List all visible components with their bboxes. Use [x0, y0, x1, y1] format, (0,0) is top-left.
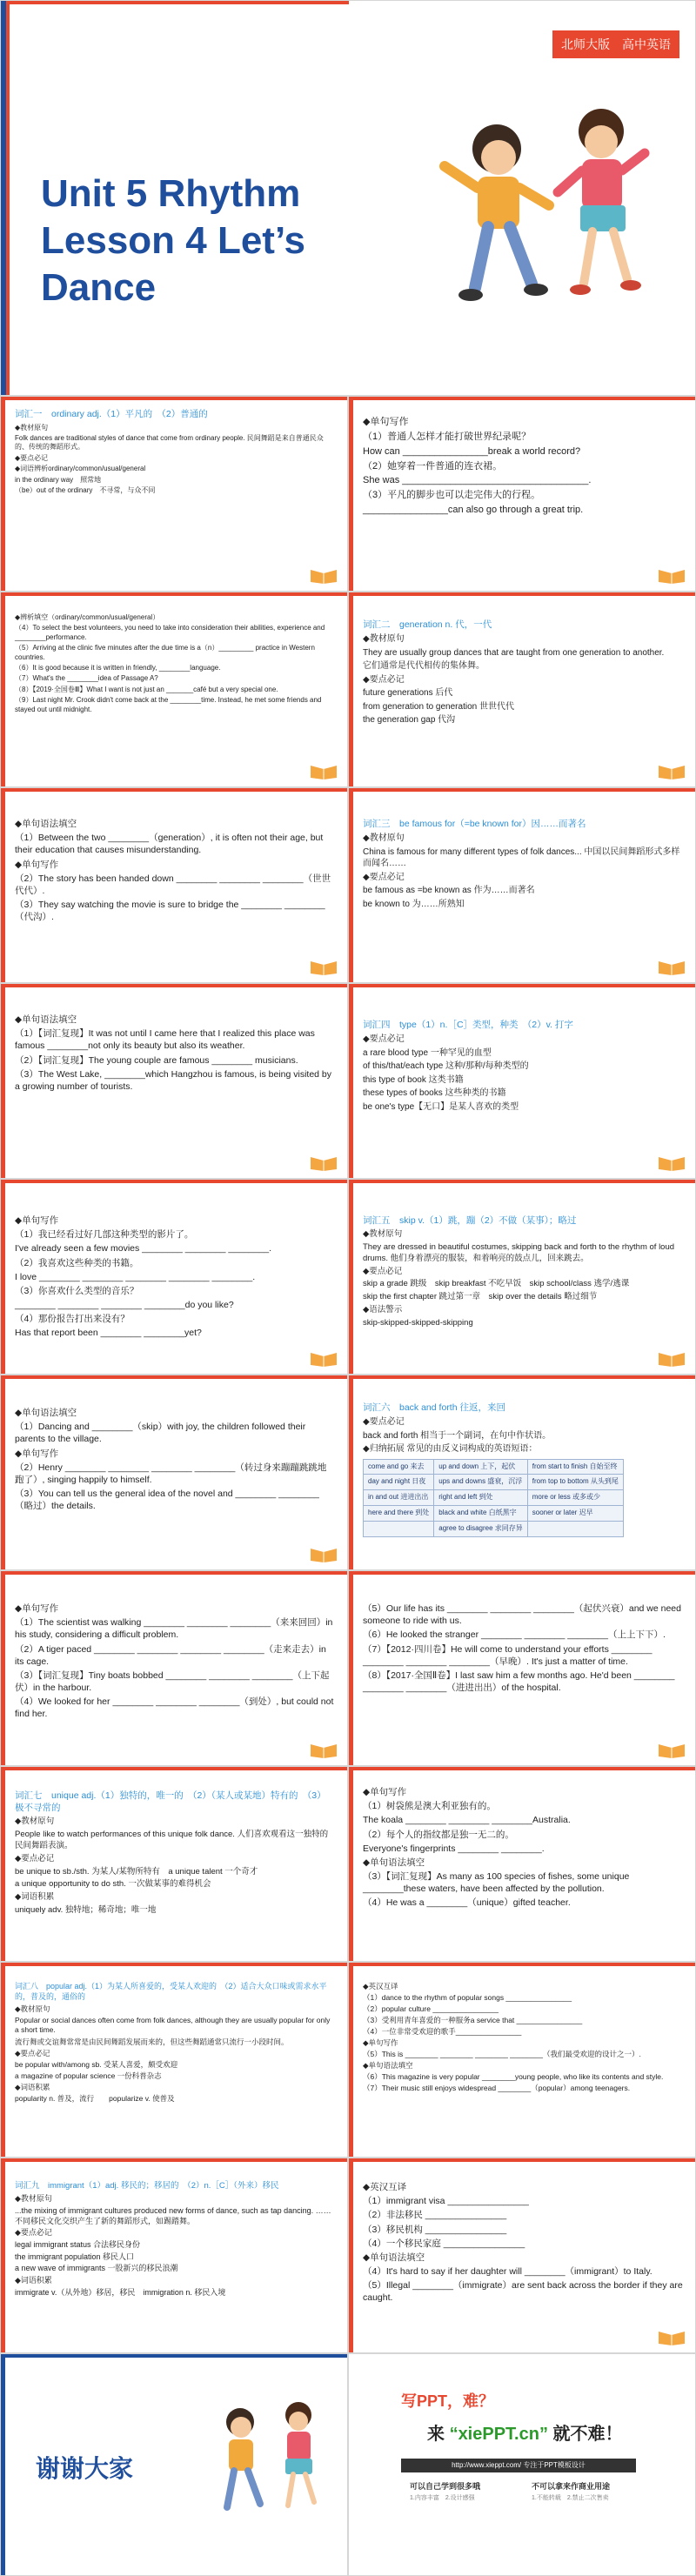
content-line: ◆单句语法填空 [363, 2061, 413, 2071]
content-line: （3）【词汇复现】Tiny boats bobbed ________ ________ ________（上下起伏）in the harbour. [15, 1669, 330, 1694]
content-line: ◆词语积累 [15, 2082, 50, 2091]
slide-left-bar [349, 2158, 353, 2352]
vocab-heading: 词汇三 be famous for（=be known for）因……而著名 [363, 819, 586, 829]
content-line: be popular with/among sb. 受某人喜爱，颇受欢迎 [15, 2059, 178, 2069]
slide-left-bar [1, 592, 5, 786]
content-line: I've already seen a few movies ________ ________ ________. [15, 1243, 272, 1255]
book-icon [657, 958, 686, 975]
content-line: ◆单句语法填空 [363, 2251, 425, 2263]
slide-top-bar [1, 1375, 347, 1379]
vocab-heading: 词汇四 type（1）n.［C］类型，种类 （2）v. 打字 [363, 1020, 573, 1030]
content-line: ◆词语积累 [15, 1892, 55, 1903]
content-line: （9）Last night Mr. Crook didn't come back at the ________time. Instead, he met some friends and stayed out until midnight. [15, 696, 322, 713]
content-line: back and forth 相当于一个副词，在句中作状语。 [363, 1430, 552, 1441]
slide-left-bar [349, 788, 353, 982]
ad-url-link[interactable]: “xiePPT.cn” [449, 2425, 548, 2444]
slide-content [363, 2181, 683, 2306]
book-icon [309, 1545, 338, 1562]
content-line: ◆英汉互译 [363, 2182, 407, 2192]
slide-content [15, 818, 335, 925]
slide-content [15, 1790, 335, 1918]
slide-left-bar [349, 397, 353, 591]
content-line: （5）Arriving at the clinic five minutes after the due time is a（n）_________ practice in Western countries. [15, 644, 315, 661]
content-line: Folk dances are traditional styles of dance that come from ordinary people. 民间舞蹈是来自普通民众的、传统的舞蹈形式。 [15, 434, 324, 452]
slide-left-bar [349, 592, 353, 786]
slide-popular-exercise [348, 1962, 696, 2158]
table-cell: from top to bottom 从头到尾 [527, 1475, 623, 1490]
content-line: ◆单句写作 [15, 1448, 59, 1459]
book-icon [657, 2328, 686, 2345]
content-line: the immigrant population 移民人口 [15, 2251, 135, 2261]
content-line: be unique to sb./sth. 为某人/某物所特有 a unique talent 一个奇才 [15, 1866, 258, 1877]
slide-content [363, 619, 683, 728]
table-cell: ups and downs 盛衰，沉浮 [434, 1475, 528, 1490]
slide-left-bar [1, 1375, 5, 1569]
content-line: ________ ________ ________ ________do you like? [15, 1300, 234, 1311]
content-line: The koala ________ ________ ________Australia. [363, 1815, 571, 1826]
slide-top-bar [349, 2158, 695, 2162]
slide-content [363, 1214, 683, 1331]
book-icon [657, 566, 686, 584]
book-icon [309, 1741, 338, 1758]
content-line: （2）A tiger paced ________ ________ ________ ________（走来走去）in its cage. [15, 1643, 326, 1667]
page-title [41, 171, 406, 311]
content-line: I love ________ ________ ________ ________ ________. [15, 1271, 256, 1282]
book-icon [309, 1154, 338, 1171]
slide-type [348, 983, 696, 1179]
content-line: （3）You can tell us the general idea of the novel and ________ ________（略过）the details. [15, 1489, 319, 1512]
content-line: Popular or social dances often come from folk dances, although they are usually popular for only a short time. [15, 2016, 331, 2035]
content-line: （be）out of the ordinary 不寻常，与众不同 [15, 485, 156, 494]
content-line: （2）我喜欢这些种类的书籍。 [15, 1257, 139, 1268]
content-line: （1）The scientist was walking ________ ________ ________（来来回回）in his study, considering a difficult problem. [15, 1617, 333, 1641]
slide-content [363, 416, 683, 519]
content-line: legal immigrant status 合法移民身份 [15, 2240, 141, 2250]
content-line: ◆教材原句 [15, 2004, 50, 2014]
slide-popular [0, 1962, 348, 2158]
table-cell: day and night 日夜 [364, 1475, 434, 1490]
edition-badge: 北师大版 高中英语 [552, 30, 679, 58]
content-line: ◆教材原句 [15, 1817, 55, 1827]
thanks-text: 谢谢大家 [36, 2455, 134, 2482]
slide-left-bar [1, 1767, 5, 1961]
slide-content [363, 1019, 683, 1114]
content-line: （8）【2019·全国卷Ⅲ】What I want is not just an _______café but a very special one. [15, 685, 278, 693]
slide-content [15, 1982, 335, 2105]
content-line: （2）她穿着一件普通的连衣裙。 [363, 460, 503, 472]
table-cell: agree to disagree 求同存异 [434, 1521, 528, 1536]
slide-left-bar [1, 397, 5, 591]
content-line: （8）【2017·全国Ⅱ卷】I last saw him a few months ago. He'd been ________ ________ ________（进进出出）of the hospital. [363, 1669, 675, 1694]
book-icon [309, 762, 338, 779]
content-line: ...the mixing of immigrant cultures produced new forms of dance, such as tap dancing. ……不同移民文化交织产生了新的舞蹈形式，如踢踏舞。 [15, 2206, 331, 2225]
slide-immigrant [0, 2158, 348, 2353]
slide-top-bar [349, 984, 695, 987]
book-icon [309, 566, 338, 584]
slide-top-bar [349, 1963, 695, 1966]
content-line: （3）The West Lake, ________which Hangzhou is famous, is being visited by a growing number of tourists. [15, 1068, 332, 1092]
content-line: skip-skipped-skipped-skipping [363, 1317, 473, 1328]
slide-top-bar [349, 1180, 695, 1183]
content-line: （4）一位非常受欢迎的歌手________________ [363, 2027, 522, 2037]
content-line: （7）What's the ________idea of Passage A? [15, 674, 158, 683]
slide-content [15, 1214, 335, 1342]
content-line: How can ________________break a world record? [363, 445, 581, 457]
vocab-heading: 词汇七 unique adj.（1）独特的，唯一的 （2）（某人或某地）特有的 （3）极不寻常的 [15, 1790, 326, 1814]
content-line: They are usually group dances that are taught from one generation to another. [363, 647, 665, 658]
content-line: ◆教材原句 [363, 833, 405, 844]
slide-content [15, 1014, 335, 1094]
content-line: ◆教材原句 [363, 634, 405, 645]
slide-advert [348, 2353, 696, 2576]
content-line: ◆英汉互译 [363, 1982, 398, 1991]
content-line: （6）He looked the stranger ________ ________ ________（上上下下）. [363, 1629, 666, 1641]
table-cell: black and white 白纸黑字 [434, 1506, 528, 1522]
slide-left-bar [349, 1767, 353, 1961]
slide-left-bar [1, 2354, 5, 2575]
slide-left-bar [349, 1180, 353, 1374]
slide-left-bar [1, 2158, 5, 2352]
ad-tagline-post: 就不难！ [547, 2425, 623, 2444]
slide-thanks [0, 2353, 348, 2576]
slide-left-bar [349, 984, 353, 1178]
vocab-heading: 词汇六 back and forth 往返，来回 [363, 1402, 505, 1413]
slide-immigrant-exercise [348, 2158, 696, 2353]
content-line: ◆单句写作 [363, 417, 409, 427]
book-icon [657, 1154, 686, 1171]
slide-top-bar [1, 397, 347, 400]
content-line: ◆词语辨析ordinary/common/usual/general [15, 465, 146, 473]
title-line-2: Lesson 4 Let’s [41, 219, 306, 262]
slide-left-bar [1, 1963, 5, 2157]
content-line: 它们通常是代代相传的集体舞。 [363, 661, 485, 672]
cover-slide [0, 0, 696, 396]
slide-skip [348, 1179, 696, 1375]
book-icon [657, 762, 686, 779]
content-line: （1）Dancing and ________（skip）with joy, the children followed their parents to the village. [15, 1422, 306, 1445]
slide-content [363, 1982, 683, 2095]
slide-left-bar [1, 984, 5, 1178]
content-line: ◆语法警示 [363, 1305, 403, 1315]
content-line: They are dressed in beautiful costumes, skipping back and forth to the rhythm of loud drums. 他们身着漂亮的服装，和着响亮的鼓点儿，回来跳去。 [363, 1241, 675, 1263]
slide-top-bar [349, 1571, 695, 1575]
slide-content [15, 1407, 335, 1514]
content-line: the generation gap 代沟 [363, 715, 456, 726]
content-line: （6）This magazine is very popular ________young people, who like its contents and style. [363, 2072, 664, 2082]
table-cell: from start to finish 自始至终 [527, 1459, 623, 1475]
slide-top-bar [349, 592, 695, 596]
slide-left-bar [1, 1571, 5, 1765]
content-line: （2）【词汇复现】The young couple are famous ________ musicians. [15, 1054, 298, 1066]
slide-top-bar [1, 2354, 347, 2358]
ad-column-left [410, 2480, 480, 2502]
content-line: ◆词语积累 [15, 2276, 52, 2285]
content-line: （4）We looked for her ________ ________ ________（到处）, but could not find her. [15, 1696, 334, 1720]
content-line: skip a grade 跳级 skip breakfast 不吃早饭 skip school/class 逃学/逃课 [363, 1279, 630, 1289]
content-line: （4）To select the best volunteers, you need to take into consideration their abilities, experience and ________performance. [15, 624, 325, 641]
table-row [364, 1459, 624, 1475]
slide-skip-exercise [0, 1375, 348, 1570]
content-line: ◆单句写作 [15, 1215, 59, 1226]
ad-tagline [427, 2419, 623, 2445]
table-row [364, 1490, 624, 1506]
content-line: 流行舞或交谊舞常常是由民间舞蹈发展而来的，但这些舞蹈通常只流行一小段时间。 [15, 2037, 289, 2046]
content-line: ◆要点必记 [363, 1266, 403, 1276]
content-line: （2）每个人的指纹都是独一无二的。 [363, 1829, 514, 1840]
title-line-1: Unit 5 Rhythm [41, 172, 301, 215]
content-line: （3）They say watching the movie is sure to bridge the ________ ________（代沟）. [15, 900, 325, 923]
slide-ordinary-exercise [0, 592, 348, 787]
content-line: ◆要点必记 [15, 453, 49, 462]
content-line: these types of books 这些种类的书籍 [363, 1088, 506, 1099]
book-icon [309, 1349, 338, 1367]
table-cell: more or less 或多或少 [527, 1490, 623, 1506]
slide-top-bar [1, 592, 347, 596]
content-line: skip the first chapter 跳过第一章 skip over the details 略过细节 [363, 1292, 598, 1302]
content-line: （2）The story has been handed down ________ ________ ________（世世代代）. [15, 873, 331, 896]
content-line: （3）移民机构 ________________ [363, 2224, 507, 2235]
ad-headline: 写PPT，难？ [401, 2392, 495, 2410]
slide-top-bar [349, 397, 695, 400]
slide-top-bar [1, 1571, 347, 1575]
content-line: People like to watch performances of this unique folk dance. 人们喜欢观看这一独特的民间舞蹈表演。 [15, 1830, 329, 1850]
slide-unique-exercise [348, 1766, 696, 1962]
table-row [364, 1521, 624, 1536]
content-line: ◆单句写作 [15, 1603, 59, 1614]
content-line: （3）你喜欢什么类型的音乐？ [15, 1285, 139, 1296]
table-cell: right and left 到处 [434, 1490, 528, 1506]
content-line: ________________can also go through a great trip. [363, 505, 584, 516]
table-cell: come and go 来去 [364, 1459, 434, 1475]
slide-unique [0, 1766, 348, 1962]
content-line: （7）Their music still enjoys widespread ________（popular）among teenagers. [363, 2084, 631, 2093]
slide-top-bar [1, 1180, 347, 1183]
content-line: （2）popular culture ________________ [363, 2004, 499, 2014]
table-row [364, 1506, 624, 1522]
content-line: （1）immigrant visa ________________ [363, 2196, 529, 2207]
content-line: a rare blood type 一种罕见的血型 [363, 1047, 492, 1058]
slide-left-bar [1, 1180, 5, 1374]
slide-famous-exercise [0, 983, 348, 1179]
content-line: ◆单句语法填空 [363, 1857, 425, 1868]
content-line: from generation to generation 世世代代 [363, 701, 514, 712]
content-line: （7）【2012·四川卷】He will come to understand your efforts ________ ________ ________ ________（早晚）. It's just a matter of time. [363, 1643, 652, 1667]
table-cell: up and down 上下，起伏 [434, 1459, 528, 1475]
content-line: be known to 为……所熟知 [363, 899, 465, 909]
vocab-heading: 词汇八 popular adj.（1）为某人所喜爱的，受某人欢迎的 （2）适合大众口味或需求水平的，普及的，通俗的 [15, 1982, 327, 2001]
content-line: ◆辨析填空（ordinary/common/usual/general） [15, 613, 160, 621]
content-line: a unique opportunity to do sth. 一次做某事的难得机会 [15, 1879, 211, 1890]
slide-content [363, 818, 683, 912]
content-line: （4）He was a ________（unique）gifted teacher. [363, 1897, 571, 1909]
slide-content [363, 1602, 683, 1696]
ad-column-title: 可以自己学到很多哦 [410, 2482, 481, 2491]
content-line: ◆教材原句 [15, 423, 49, 432]
slide-left-bar [349, 1963, 353, 2157]
slide-top-bar [1, 1767, 347, 1770]
table-cell [364, 1521, 434, 1536]
slide-content [15, 2181, 335, 2300]
slide-type-exercise [0, 1179, 348, 1375]
content-line: ◆要点必记 [15, 2228, 52, 2238]
content-line: （1）普通人怎样才能打破世界纪录呢？ [363, 431, 532, 442]
slide-back-and-forth [348, 1375, 696, 1570]
content-line: ◆要点必记 [363, 1417, 405, 1428]
slide-left-bar [1, 788, 5, 982]
content-line: Has that report been ________ ________yet? [15, 1328, 202, 1339]
slide-ordinary-intro [0, 396, 348, 592]
slide-ordinary-writing [348, 396, 696, 592]
slide-content [15, 409, 335, 497]
content-line: a new wave of immigrants 一股新兴的移民浪潮 [15, 2264, 178, 2273]
slide-top-bar [1, 984, 347, 987]
content-line: （1）Between the two ________（generation）, it is often not their age, but their education that causes misunderstanding. [15, 833, 324, 856]
table-cell: in and out 进进出出 [364, 1490, 434, 1506]
content-line: be one's type【无口】是某人喜欢的类型 [363, 1101, 519, 1112]
content-line: ◆单句语法填空 [15, 1014, 77, 1025]
content-line: ◆要点必记 [15, 1853, 55, 1863]
content-line: uniquely adv. 独特地；稀奇地；唯一地 [15, 1905, 157, 1916]
phrase-table [363, 1459, 624, 1537]
slide-left-bar [349, 1375, 353, 1569]
content-line: （5）Our life has its ________ ________ ________（起伏兴衰）and we need someone to ride with us. [363, 1603, 681, 1627]
ad-url-strip: http://www.xieppt.com/ 专注于PPT模板设计 [401, 2459, 636, 2472]
content-line: （4）那份报告打出来没有？ [15, 1314, 130, 1325]
ad-column-right [532, 2480, 610, 2502]
content-line: this type of book 这类书籍 [363, 1074, 464, 1085]
content-line: of this/that/each type 这种/那种/每种类型的 [363, 1061, 529, 1072]
content-line: （2）Henry ________ ________ ________ ________（转过身来蹦蹦跳跳地跑了）, singing happily to himself. [15, 1462, 327, 1485]
content-line: ◆单句写作 [15, 859, 59, 870]
table-cell: here and there 到处 [364, 1506, 434, 1522]
slide-content [363, 1402, 683, 1537]
content-line: ◆教材原句 [15, 2194, 52, 2204]
content-line: in the ordinary way 照常地 [15, 475, 102, 484]
content-line: （2）非法移民 ________________ [363, 2210, 507, 2221]
slide-content [15, 1602, 335, 1723]
content-line: She was ___________________________________. [363, 475, 592, 486]
content-line: ◆单句写作 [363, 1787, 407, 1797]
content-line: immigrate v.（从外地）移居，移民 immigration n. 移民入境 [15, 2287, 226, 2297]
slide-content [363, 1786, 683, 1911]
slide-generation [348, 592, 696, 787]
book-icon [657, 1349, 686, 1367]
content-line: （3）受利用青年喜爱的一种服务a service that ________________ [363, 2016, 583, 2025]
content-line: （1）我已经看过好几部这种类型的影片了。 [15, 1229, 194, 1241]
book-icon [309, 958, 338, 975]
content-line: ◆要点必记 [15, 2048, 50, 2057]
content-line: （3）【词汇复现】As many as 100 species of fishes, some unique ________these waters, have been affected by the pollution. [363, 1871, 630, 1895]
ad-column-title: 不可以拿来作商业用途 [532, 2482, 611, 2491]
content-line: （4）It's hard to say if her daughter will ________（immigrant）to Italy. [363, 2266, 652, 2278]
content-line: Everyone's fingerprints ________ ________. [363, 1843, 545, 1854]
slide-top-bar [1, 788, 347, 792]
content-line: （1）【词汇复现】It was not until I came here that I realized this place was famous ________not only its beauty but also its weather. [15, 1028, 315, 1052]
slide-top-bar [1, 2158, 347, 2162]
content-line: （4）一个移民家庭 ________________ [363, 2238, 525, 2249]
content-line: a magazine of popular science 一份科普杂志 [15, 2071, 162, 2080]
ad-tagline-pre: 来 [427, 2425, 450, 2444]
slide-back-forth-writing-2 [348, 1570, 696, 1766]
content-line: future generations 后代 [363, 688, 453, 699]
vocab-heading: 词汇二 generation n. 代，一代 [363, 619, 492, 630]
content-line: ◆单句语法填空 [15, 819, 77, 829]
book-icon [657, 1741, 686, 1758]
content-line: ◆归纳拓展 常见的由反义词构成的英语短语： [363, 1444, 538, 1455]
slide-top-bar [349, 1375, 695, 1379]
dancing-kids-illustration [427, 105, 662, 340]
content-line: ◆单句写作 [363, 2038, 398, 2048]
slide-top-bar [1, 1963, 347, 1966]
slide-be-famous-for [348, 787, 696, 983]
content-line: ◆要点必记 [363, 872, 405, 882]
table-row [364, 1475, 624, 1490]
content-line: ◆单句语法填空 [15, 1408, 77, 1418]
vocab-heading: 词汇一 ordinary adj.（1）平凡的 （2）普通的 [15, 409, 218, 419]
content-line: （3）平凡的脚步也可以走完伟大的行程。 [363, 490, 541, 501]
vocab-heading: 词汇五 skip v.（1）跳，蹦（2）不做（某事）；略过 [363, 1215, 577, 1226]
ad-column-sub: 1.不能转载 2.禁止二次售卖 [532, 2495, 609, 2501]
ad-column-sub: 1.内容丰富 2.设计感强 [410, 2495, 475, 2501]
vocab-heading: 词汇九 immigrant（1）adj. 移民的；移居的 （2）n.［C］（外来）移民 [15, 2181, 279, 2191]
table-cell [527, 1521, 623, 1536]
slide-left-bar [349, 1571, 353, 1765]
content-line: （1）dance to the rhythm of popular songs ________________ [363, 1993, 572, 2003]
dancing-kids-illustration [201, 2398, 331, 2537]
content-line: ◆教材原句 [363, 1229, 403, 1240]
content-line: be famous as =be known as 作为……而著名 [363, 886, 535, 896]
slide-top-bar [349, 788, 695, 792]
content-line: （5）This is ________ ________ ________ ________（我们最受欢迎的设计之一）. [363, 2050, 641, 2059]
slide-top-bar [349, 1767, 695, 1770]
content-line: ◆要点必记 [363, 1034, 405, 1045]
slide-generation-exercise [0, 787, 348, 983]
title-line-3: Dance [41, 266, 157, 309]
content-line: China is famous for many different types of folk dances... 中国以民间舞蹈形式多样而闻名…… [363, 846, 680, 869]
content-line: popularity n. 普及，流行 popularize v. 使普及 [15, 2093, 175, 2103]
content-line: （6）It is good because it is written in friendly, ________language. [15, 663, 221, 672]
content-line: （1）树袋熊是澳大利亚独有的。 [363, 1801, 496, 1812]
table-cell: sooner or later 迟早 [527, 1506, 623, 1522]
content-line: ◆要点必记 [363, 674, 405, 685]
slide-content [15, 613, 335, 716]
slide-back-forth-writing [0, 1570, 348, 1766]
content-line: （5）Illegal ________（immigrate）are sent back across the border if they are caught. [363, 2280, 683, 2304]
